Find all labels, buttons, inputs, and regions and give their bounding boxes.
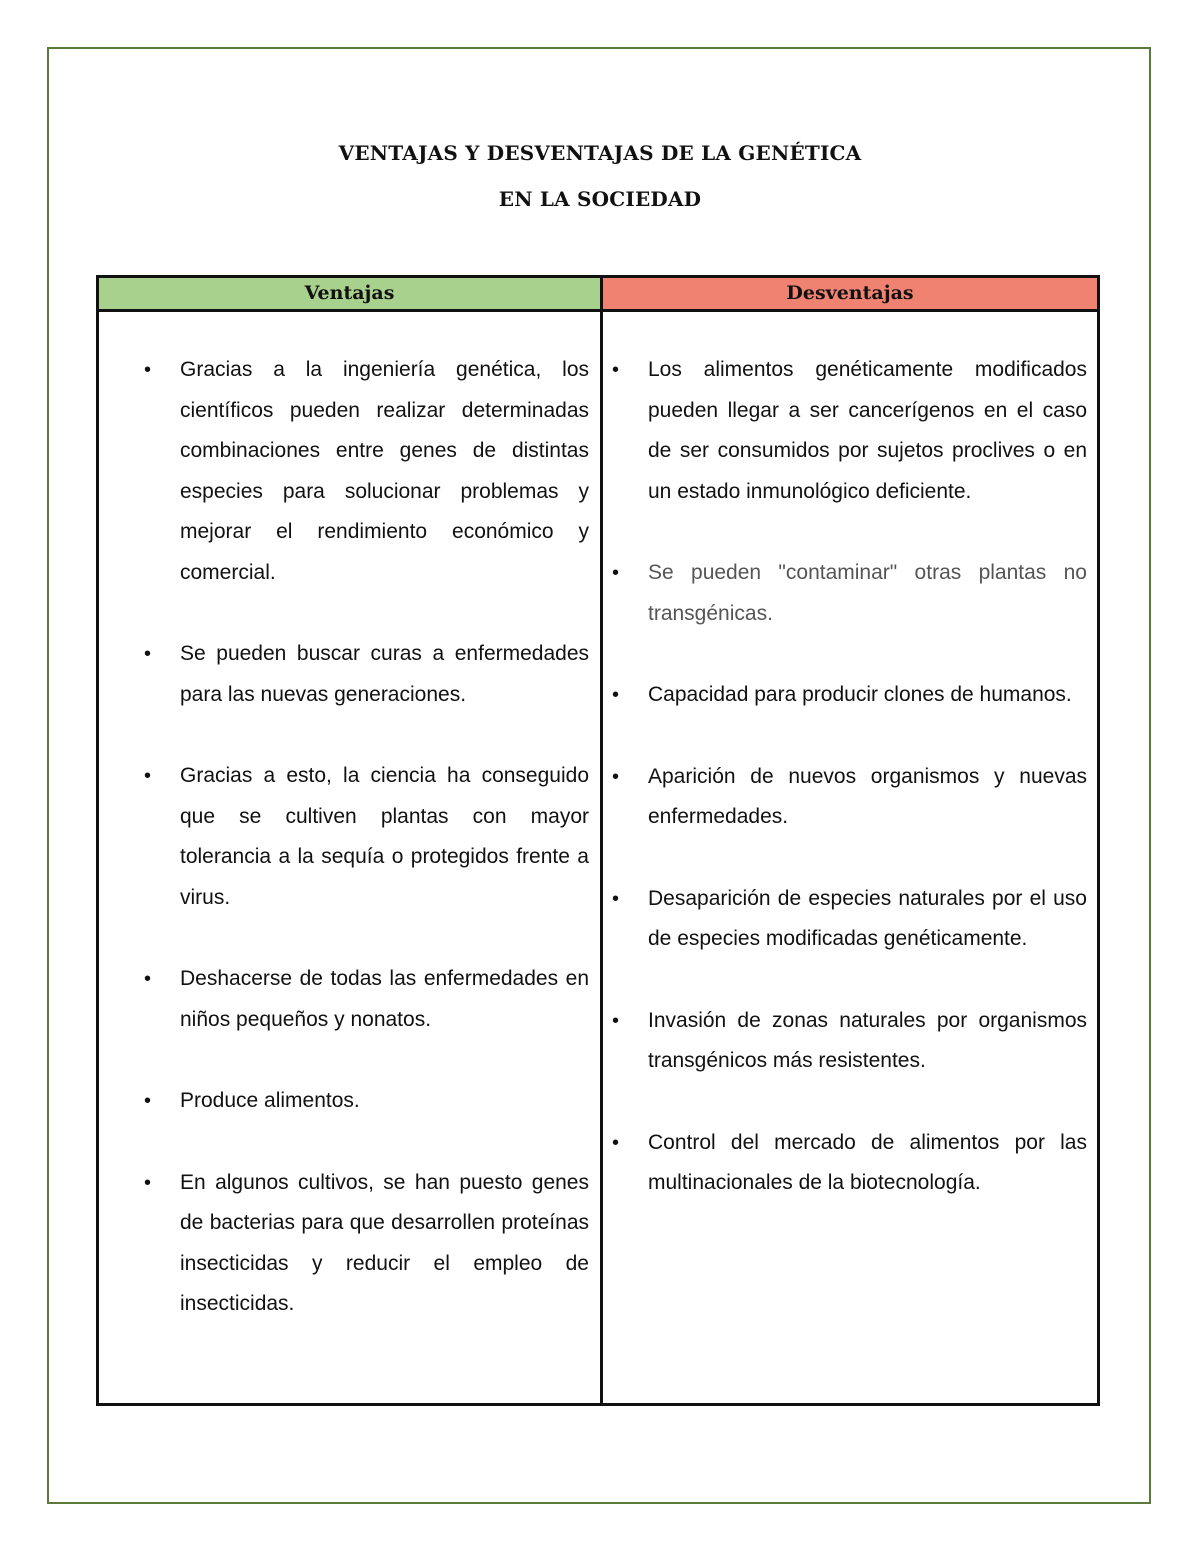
desventaja-text: Invasión de zonas naturales por organismos transgénicos más resistentes.: [648, 1008, 1087, 1072]
ventaja-text: En algunos cultivos, se han puesto genes de bacterias para que desarrollen proteínas insecticidas y reducir el empleo de insecticidas.: [180, 1170, 589, 1315]
desventaja-item: [648, 879, 1087, 960]
desventaja-text: Desaparición de especies naturales por el uso de especies modificadas genéticamente.: [648, 886, 1087, 950]
ventaja-item: [180, 634, 589, 715]
table-header-row: [99, 278, 1097, 312]
ventaja-item: [180, 1163, 589, 1325]
desventaja-item: [648, 1001, 1087, 1082]
ventaja-text: Gracias a esto, la ciencia ha conseguido que se cultiven plantas con mayor tolerancia a la sequía o protegidos frente a virus.: [180, 764, 589, 909]
column-divider: [600, 278, 603, 1403]
ventaja-text: Deshacerse de todas las enfermedades en niños pequeños y nonatos.: [180, 967, 589, 1031]
desventajas-list: [648, 350, 1087, 1245]
desventaja-text: Los alimentos genéticamente modificados pueden llegar a ser cancerígenos en el caso de ser consumidos por sujetos proclives o en un estado inmunológico deficiente.: [648, 358, 1087, 503]
ventaja-item: [180, 350, 589, 593]
ventaja-text: Se pueden buscar curas a enfermedades para las nuevas generaciones.: [180, 642, 589, 706]
header-ventajas: Ventajas: [99, 278, 600, 309]
ventajas-list: [180, 350, 589, 1366]
header-desventajas: Desventajas: [603, 278, 1097, 309]
desventaja-text: Aparición de nuevos organismos y nuevas enfermedades.: [648, 764, 1087, 828]
ventaja-item: [180, 959, 589, 1040]
desventaja-text: Control del mercado de alimentos por las multinacionales de la biotecnología.: [648, 1130, 1087, 1194]
desventaja-item: [648, 553, 1087, 634]
ventaja-item: [180, 1081, 589, 1122]
comparison-table: [96, 275, 1100, 1406]
ventaja-text: Produce alimentos.: [180, 1089, 360, 1112]
page-subtitle: EN LA SOCIEDAD: [498, 187, 702, 211]
desventaja-item: [648, 757, 1087, 838]
desventaja-text: Se pueden "contaminar" otras plantas no transgénicas.: [648, 561, 1087, 625]
desventaja-item: [648, 1123, 1087, 1204]
desventaja-text: Capacidad para producir clones de humanos.: [648, 683, 1072, 706]
desventaja-item: [648, 675, 1087, 716]
ventaja-item: [180, 756, 589, 918]
ventaja-text: Gracias a la ingeniería genética, los científicos pueden realizar determinadas combinaciones entre genes de distintas especies para solucionar problemas y mejorar el rendimiento económico y comercial.: [180, 358, 589, 584]
page-title: VENTAJAS Y DESVENTAJAS DE LA GENÉTICA: [338, 141, 862, 165]
desventaja-item: [648, 350, 1087, 512]
